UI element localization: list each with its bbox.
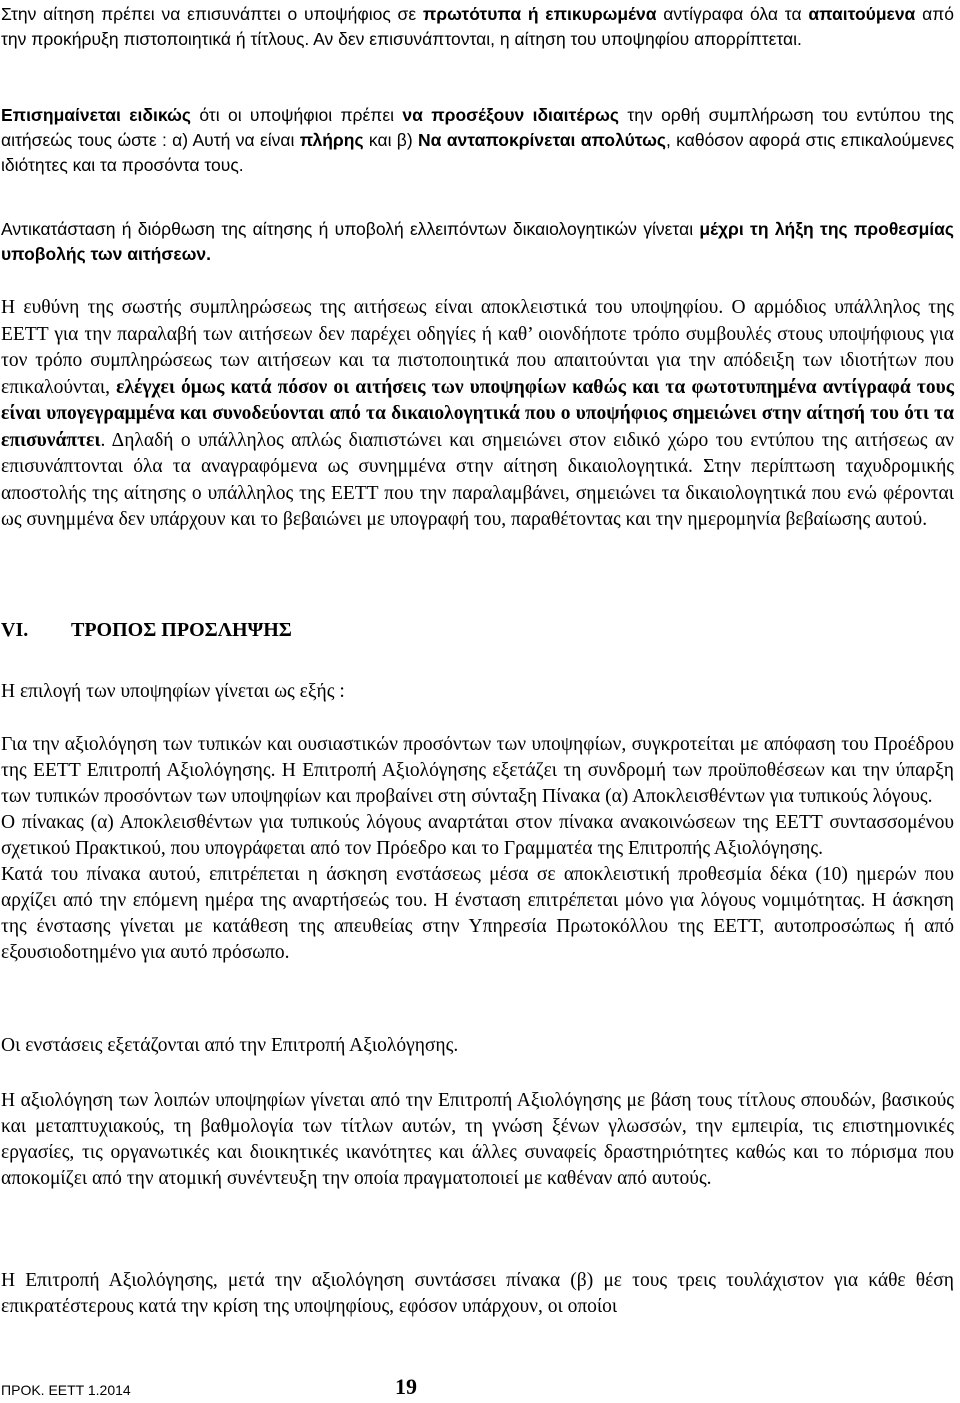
text: την ορθή συμπλήρωση του εντύπου της αιτήσεώς τους ώστε : α) Αυτή να είναι	[1, 105, 954, 150]
text: , καθόσον αφορά στις επικαλούμενες ιδιότητες και τα προσόντα τους.	[1, 130, 955, 175]
bold-text: Επισημαίνεται ειδικώς	[1, 105, 191, 125]
paragraph-correction	[1, 217, 954, 267]
bold-text: μέχρι τη λήξη της προθεσμίας υποβολής των αιτήσεων.	[1, 219, 954, 264]
text: από την προκήρυξη πιστοποιητικά ή τίτλους. Αν δεν επισυνάπτονται, η αίτηση του υποψηφίου απορρίπτεται.	[1, 4, 955, 49]
section-heading	[1, 619, 954, 642]
paragraph-selection-intro: Η επιλογή των υποψηφίων γίνεται ως εξής :	[1, 681, 345, 702]
paragraph-attachments	[1, 2, 954, 52]
section-title: ΤΡΟΠΟΣ ΠΡΟΣΛΗΨΗΣ	[71, 619, 292, 641]
text: Αντικατάσταση ή διόρθωση της αίτησης ή υποβολή ελλειπόντων δικαιολογητικών γίνεται	[1, 219, 700, 239]
paragraph-objections: Κατά του πίνακα αυτού, επιτρέπεται η άσκηση ενστάσεως μέσα σε αποκλειστική προθεσμία δέκα (10) ημερών που αρχίζει από την επόμενη ημέρα της αναρτήσεώς του. Η ένσταση επιτρέπεται μόνο για λόγους νομιμότητας. Η άσκηση της ένστασης γίνεται με κατάθεση της απευθείας στην Υπηρεσία Πρωτοκόλλου της ΕΕΤΤ, αυτοπροσώπως ή από εξουσιοδοτημένο για αυτό πρόσωπο.	[1, 864, 954, 963]
text: και β)	[363, 130, 419, 150]
bold-text: πρωτότυπα ή επικυρωμένα	[422, 4, 657, 24]
text: αντίγραφα όλα τα	[656, 4, 809, 24]
paragraph-excluded-list: Ο πίνακας (α) Αποκλεισθέντων για τυπικούς λόγους αναρτάται στον πίνακα ανακοινώσεων της ΕΕΤΤ συντασσομένου σχετικού Πρακτικού, που υπογράφεται από τον Πρόεδρο και το Γραμματέα της Επιτροπής Αξιολόγησης.	[1, 812, 954, 859]
bold-text: Να ανταποκρίνεται απολύτως	[418, 130, 666, 150]
text: Η ευθύνη της σωστής συμπληρώσεως της αιτήσεως είναι αποκλειστικά του υποψηφίου. Ο αρμόδιος υπάλληλος της ΕΕΤΤ για την παραλαβή των αιτήσεων δεν παρέχει οδηγίες ή καθ’ οιονδήποτε τρόπο συμβουλές στους υποψήφιους για τον τρόπο συμπληρώσεως των αιτήσεων και τα πιστοποιητικά που απαιτούνται για την απόδειξη των ιδιοτήτων που επικαλούνται,	[1, 297, 954, 398]
section-number: VI.	[1, 619, 29, 641]
paragraph-notice	[1, 103, 954, 178]
selection-block	[1, 732, 954, 966]
bold-text: πλήρης	[299, 130, 364, 150]
footer-reference: ΠΡΟΚ. ΕΕΤΤ 1.2014	[1, 1382, 131, 1398]
paragraph-responsibility	[1, 295, 954, 534]
paragraph-evaluation-criteria: Η αξιολόγηση των λοιπών υποψηφίων γίνεται από την Επιτροπή Αξιολόγησης με βάση τους τίτλους σπουδών, βασικούς και μεταπτυχιακούς, τη βαθμολογία των τίτλων αυτών, τη γνώση ξένων γλωσσών, την εμπειρία, τις επιστημονικές εργασίες, τις οργανωτικές και διοικητικές ικανότητες και άλλες συναφείς δραστηριότητες καθώς και το πόρισμα που αποκομίζει από την ατομική συνέντευξη την οποία πραγματοποιεί με καθέναν από αυτούς.	[1, 1090, 954, 1189]
paragraph-evaluation-committee: Για την αξιολόγηση των τυπικών και ουσιαστικών προσόντων των υποψηφίων, συγκροτείται με απόφαση του Προέδρου της ΕΕΤΤ Επιτροπή Αξιολόγησης. Η Επιτροπή Αξιολόγησης εξετάζει τη συνδρομή των προϋποθέσεων και την ύπαρξη των τυπικών προσόντων των υποψηφίων και προβαίνει στη σύνταξη Πίνακα (α) Αποκλεισθέντων για τυπικούς λόγους.	[1, 734, 954, 807]
bold-text: απαιτούμενα	[808, 4, 916, 24]
page-number: 19	[395, 1374, 417, 1399]
text: . Δηλαδή ο υπάλληλος απλώς διαπιστώνει και σημειώνει στον ειδικό χώρο του εντύπου της αιτήσεως αν επισυνάπτονται όλα τα αναγραφόμενα ως συνημμένα στην αίτηση δικαιολογητικά. Στην περίπτωση ταχυδρομικής αποστολής της αίτησης ο υπάλληλος της ΕΕΤΤ που την παραλαμβάνει, σημειώνει τα δικαιολογητικά που ενώ φέρονται ως συνημμένα δεν υπάρχουν και το βεβαιώνει με υπογραφή του, παραθέτοντας και την ημερομηνία βεβαίωσης αυτού.	[1, 429, 954, 530]
text: Στην αίτηση πρέπει να επισυνάπτει ο υποψήφιος σε	[1, 4, 423, 24]
paragraph-ranking-table: Η Επιτροπή Αξιολόγησης, μετά την αξιολόγηση συντάσσει πίνακα (β) με τους τρεις τουλάχιστον για κάθε θέση επικρατέστερους κατά την κρίση της υποψηφίους, εφόσον υπάρχουν, οι οποίοι	[1, 1270, 954, 1317]
paragraph-objections-review: Οι ενστάσεις εξετάζονται από την Επιτροπή Αξιολόγησης.	[1, 1035, 459, 1056]
text: ότι οι υποψήφιοι πρέπει	[190, 105, 403, 125]
bold-text: ελέγχει όμως κατά πόσον οι αιτήσεις των υποψηφίων καθώς και τα φωτοτυπημένα αντίγραφά τους είναι υπογεγραμμένα και συνοδεύονται από τα δικαιολογητικά που ο υποψήφιος σημειώνει στην αίτησή του ότι τα επισυνάπτει	[1, 376, 954, 451]
bold-text: να προσέξουν ιδιαιτέρως	[402, 105, 619, 125]
